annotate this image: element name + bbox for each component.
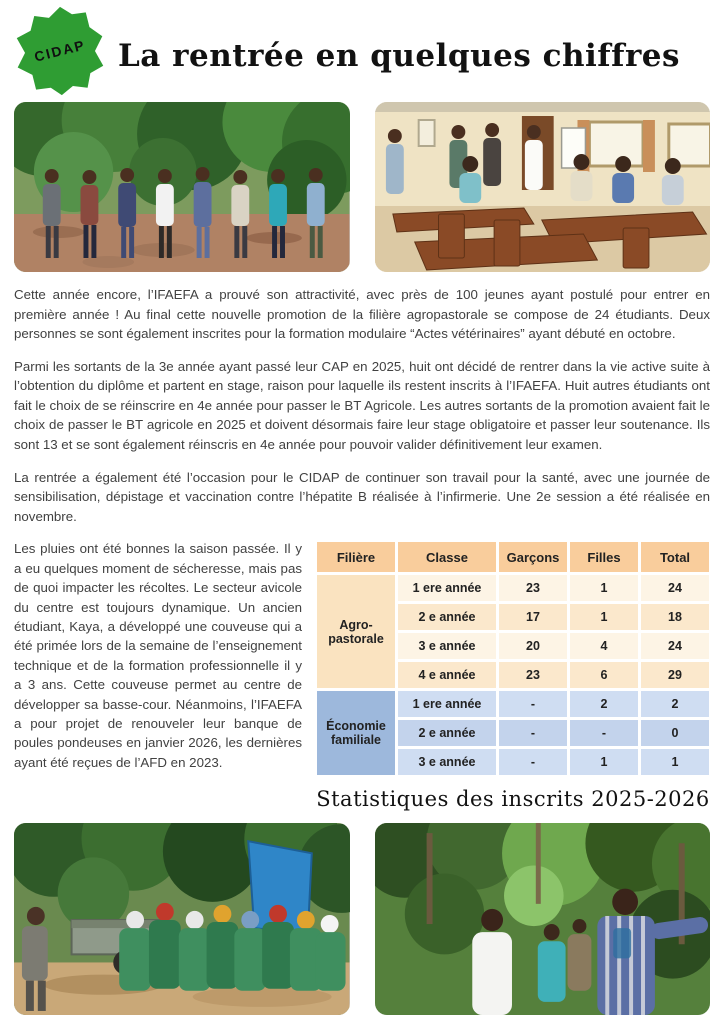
cell-filles: -	[570, 720, 638, 746]
col-header-garcons: Garçons	[499, 542, 567, 572]
cell-garcons: 23	[499, 575, 567, 601]
col-header-filiere: Filière	[317, 542, 395, 572]
photo-classroom-illustration	[375, 102, 711, 272]
cell-classe: 4 e année	[398, 662, 496, 688]
two-column-section	[0, 539, 724, 811]
table-row	[317, 691, 709, 717]
photo-classroom	[375, 102, 711, 272]
cell-classe: 1 ere année	[398, 575, 496, 601]
cell-classe: 2 e année	[398, 720, 496, 746]
filiere-agro-label: Agro-pastorale	[317, 575, 395, 688]
cell-classe: 3 e année	[398, 633, 496, 659]
cidap-logo-badge	[12, 5, 108, 97]
cell-classe: 2 e année	[398, 604, 496, 630]
cell-total: 18	[641, 604, 709, 630]
bottom-photo-row	[0, 823, 724, 1015]
cell-total: 29	[641, 662, 709, 688]
page-header	[0, 0, 724, 98]
photo-staff-group-illustration	[14, 102, 350, 272]
cell-garcons: -	[499, 749, 567, 775]
col-header-filles: Filles	[570, 542, 638, 572]
cell-garcons: 20	[499, 633, 567, 659]
table-header-row	[317, 542, 709, 572]
cell-filles: 2	[570, 691, 638, 717]
photo-forest-visit-illustration	[375, 823, 711, 1015]
cell-filles: 4	[570, 633, 638, 659]
cell-garcons: 23	[499, 662, 567, 688]
photo-students-machine	[14, 823, 350, 1015]
col-header-classe: Classe	[398, 542, 496, 572]
cell-total: 24	[641, 575, 709, 601]
paragraph-sortants: Parmi les sortants de la 3e année ayant passé leur CAP en 2025, huit ont décidé de rentrer dans la vie active suite à l’obtention du diplôme et partent en stage, raison pour laquelle ils restent inscrits à l’IFAEFA. Huit autres étudiants ont fait le choix de se réinscrire en 4e année pour passer le BT Agricole. Les autres sortants de la promotion avaient fait le choix de passer le BT agricole en 2025 et doivent désormais faire leur stage obligatoire et passer leur soutenance. Ils sont 13 et se sont également réinscris en 4e année pour pouvoir valider définitivement leur examen.	[14, 358, 711, 452]
paragraph-sante: La rentrée a également été l’occasion pour le CIDAP de continuer son travail pour la santé, avec une journée de sensibilisation, dépistage et vaccination contre l’hépatite B réalisée à l’infirmerie. Une 2e session a été réalisée en novembre.	[14, 469, 710, 524]
cell-total: 1	[641, 749, 709, 775]
logo-text: CIDAP	[32, 37, 88, 65]
stats-table	[314, 539, 712, 778]
cidap-badge-icon	[12, 5, 108, 97]
cell-total: 24	[641, 633, 709, 659]
paragraph-pluies: Les pluies ont été bonnes la saison passée. Il y a eu quelques moment de sécheresse, mais pas de quoi impacter les récoltes. Le secteur avicole du centre est toujours dynamique. Un ancien étudiant, Kaya, a développé une couveuse qui a été primée lors de la semaine de l’enseignement technique et de la formation professionnelle il y a 3 ans. Cette couveuse permet au centre de développer sa basse-cour. Néanmoins, l’IFAEFA a pour projet de renouveler leur banque de poules pondeuses en janvier 2026, les dernières ayant été reçues de l’AFD en 2023.	[14, 541, 302, 770]
cell-filles: 1	[570, 575, 638, 601]
cell-total: 2	[641, 691, 709, 717]
top-photo-row	[0, 102, 724, 272]
cell-filles: 1	[570, 749, 638, 775]
col-header-total: Total	[641, 542, 709, 572]
cell-filles: 1	[570, 604, 638, 630]
photo-staff-group	[14, 102, 350, 272]
cell-total: 0	[641, 720, 709, 746]
table-row	[317, 575, 709, 601]
cell-classe: 3 e année	[398, 749, 496, 775]
photo-students-machine-illustration	[14, 823, 350, 1015]
cell-classe: 1 ere année	[398, 691, 496, 717]
page-title: La rentrée en quelques chiffres	[118, 38, 680, 74]
cell-garcons: -	[499, 691, 567, 717]
filiere-eco-label: Économie familiale	[317, 691, 395, 775]
paragraph-rentree: Cette année encore, l’IFAEFA a prouvé son attractivité, avec près de 100 jeunes ayant postulé pour entrer en première année ! Au final cette nouvelle promotion de la filière agropastorale se compose de 24 étudiants. Deux personnes se sont également inscrites pour la formation modulaire “Actes vétérinaires” ayant débuté en octobre.	[14, 287, 710, 341]
cell-garcons: -	[499, 720, 567, 746]
cell-filles: 6	[570, 662, 638, 688]
cell-garcons: 17	[499, 604, 567, 630]
photo-forest-visit	[375, 823, 711, 1015]
table-caption: Statistiques des inscrits 2025-2026	[316, 787, 710, 812]
stats-section	[314, 539, 712, 811]
